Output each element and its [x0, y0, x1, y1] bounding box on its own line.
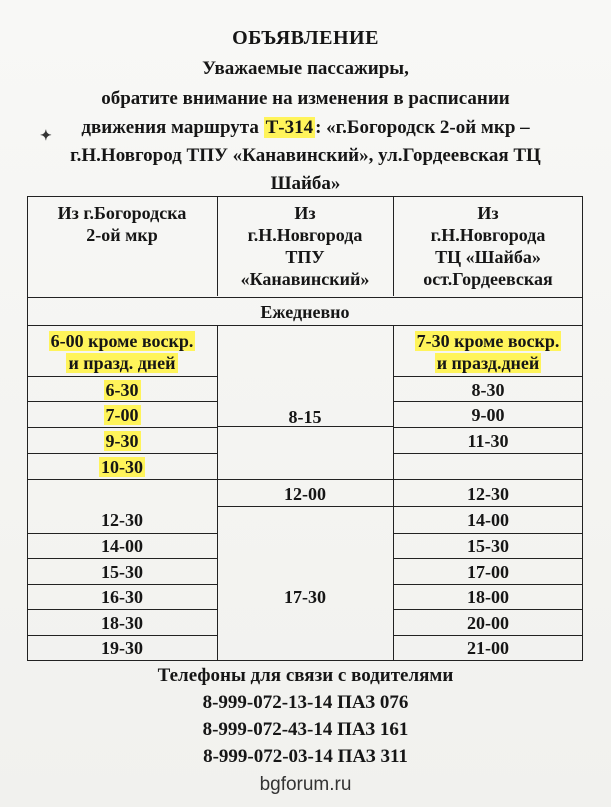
time-value: 12-30: [467, 484, 509, 504]
col3-header: [393, 202, 583, 290]
col1-header: [27, 202, 217, 246]
col1-time: [82, 586, 162, 608]
col1-row-line: [27, 584, 217, 585]
col3-row-line: [393, 453, 583, 454]
notice-title: ОБЪЯВЛЕНИЕ: [232, 27, 379, 49]
time-value: 17-30: [284, 587, 326, 607]
col3-time: [393, 430, 583, 452]
col1-row-line: [27, 609, 217, 610]
col1-time: [82, 637, 162, 659]
time-value: 6-30: [105, 380, 139, 400]
col3-first-line1: 7-30 кроме воскр.: [416, 331, 560, 351]
col2-header-line4: «Канавинский»: [240, 269, 370, 289]
col3-header-line3: ТЦ «Шайба»: [435, 247, 541, 267]
col1-time: [82, 612, 162, 634]
time-value: 15-30: [467, 536, 509, 556]
col3-row-line: [393, 427, 583, 428]
col3-row-line: [393, 609, 583, 610]
col1-row-line: [27, 453, 217, 454]
notice-line-2: обратите внимание на изменения в расписании: [101, 88, 510, 109]
col3-row-line: [393, 479, 583, 480]
time-value: 20-00: [467, 613, 509, 633]
time-value: 11-30: [467, 431, 509, 451]
time-value: 8-30: [471, 380, 505, 400]
greeting-line: Уважаемые пассажиры,: [202, 58, 409, 79]
col1-row-line: [27, 558, 217, 559]
col2-time: [217, 406, 393, 428]
col3-header-line2: г.Н.Новгорода: [430, 225, 546, 245]
col1-row-line: [27, 479, 217, 480]
col3-row-line: [393, 558, 583, 559]
col1-first-line1: 6-00 кроме воскр.: [50, 331, 194, 351]
col1-row-line: [27, 635, 217, 636]
col1-time: [82, 509, 162, 531]
col3-time: [393, 637, 583, 659]
col3-time: [393, 379, 583, 401]
col1-time: [82, 561, 162, 583]
schedule-table: [27, 196, 583, 661]
time-value: 7-00: [105, 405, 139, 425]
phones-title: Телефоны для связи с водителями: [157, 665, 454, 686]
col3-row-line: [393, 635, 583, 636]
time-value: 14-00: [101, 536, 143, 556]
col1-header-line2: 2-ой мкр: [86, 225, 158, 245]
notice-line-3-prefix: движения маршрута: [81, 117, 264, 138]
time-value: 17-00: [467, 562, 509, 582]
col3-time: [393, 404, 583, 426]
col1-first-departure: [27, 330, 217, 374]
col3-time: [393, 586, 583, 608]
col1-time: [87, 404, 157, 426]
notice-line-5: Шайба»: [270, 173, 341, 194]
col1-row-line: [27, 401, 217, 402]
col1-time: [87, 379, 157, 401]
header-row-divider: [27, 297, 583, 298]
col3-row-line: [393, 584, 583, 585]
col1-first-line2: и празд. дней: [68, 353, 176, 373]
col2-header-line3: ТПУ: [285, 247, 325, 267]
col1-time: [82, 535, 162, 557]
col3-time: [393, 612, 583, 634]
daily-row-divider: [27, 325, 583, 326]
table-border-left: [27, 196, 28, 661]
col3-row-line: [393, 533, 583, 534]
route-code: Т-314: [265, 117, 314, 138]
col1-header-line1: Из г.Богородска: [57, 203, 187, 223]
time-value: 19-30: [101, 638, 143, 658]
time-value: 12-00: [284, 484, 326, 504]
time-value: 8-15: [288, 407, 322, 427]
col3-first-departure: [393, 330, 583, 374]
time-value: 16-30: [101, 587, 143, 607]
col3-row-line: [393, 401, 583, 402]
col2-row-line: [217, 479, 393, 480]
notice-line-4: г.Н.Новгород ТПУ «Канавинский», ул.Гордеевская ТЦ: [70, 145, 541, 166]
table-border-bottom: [27, 660, 583, 661]
time-value: 21-00: [467, 638, 509, 658]
col3-time: [393, 483, 583, 505]
col3-time: [393, 561, 583, 583]
time-value: 15-30: [101, 562, 143, 582]
time-value: 14-00: [467, 510, 509, 530]
col1-time: [87, 456, 157, 478]
time-value: 9-00: [471, 405, 505, 425]
col3-time: [393, 535, 583, 557]
phone-number[interactable]: 8-999-072-43-14 ПАЗ 161: [202, 719, 409, 740]
col2-time: [217, 483, 393, 505]
col1-row-line: [27, 533, 217, 534]
col2-header: [217, 202, 393, 290]
phone-number[interactable]: 8-999-072-03-14 ПАЗ 311: [203, 746, 408, 767]
time-value: 18-00: [467, 587, 509, 607]
notice-line-3-suffix: : «г.Богородск 2-ой мкр –: [315, 117, 530, 138]
time-value: 9-30: [105, 431, 139, 451]
time-value: 12-30: [101, 510, 143, 530]
col3-header-line4: ост.Гордеевская: [423, 269, 553, 289]
time-value: 10-30: [101, 457, 143, 477]
ink-mark: ✦: [40, 129, 52, 144]
col3-row-line: [393, 506, 583, 507]
col3-time: [393, 509, 583, 531]
col2-row-line: [217, 506, 393, 507]
notice-line-3: [0, 117, 611, 139]
col3-row-line: [393, 376, 583, 377]
phone-number[interactable]: 8-999-072-13-14 ПАЗ 076: [202, 692, 409, 713]
source-watermark: bgforum.ru: [259, 774, 352, 795]
col1-row-line: [27, 376, 217, 377]
col3-header-line1: Из: [477, 203, 499, 223]
col1-row-line: [27, 427, 217, 428]
col3-first-line2: и празд.дней: [436, 353, 540, 373]
col2-header-line2: г.Н.Новгорода: [247, 225, 363, 245]
col2-time: [217, 586, 393, 608]
col1-time: [87, 430, 157, 452]
table-border-top: [27, 196, 583, 197]
col2-header-line1: Из: [294, 203, 316, 223]
time-value: 18-30: [101, 613, 143, 633]
daily-label: Ежедневно: [260, 302, 350, 322]
